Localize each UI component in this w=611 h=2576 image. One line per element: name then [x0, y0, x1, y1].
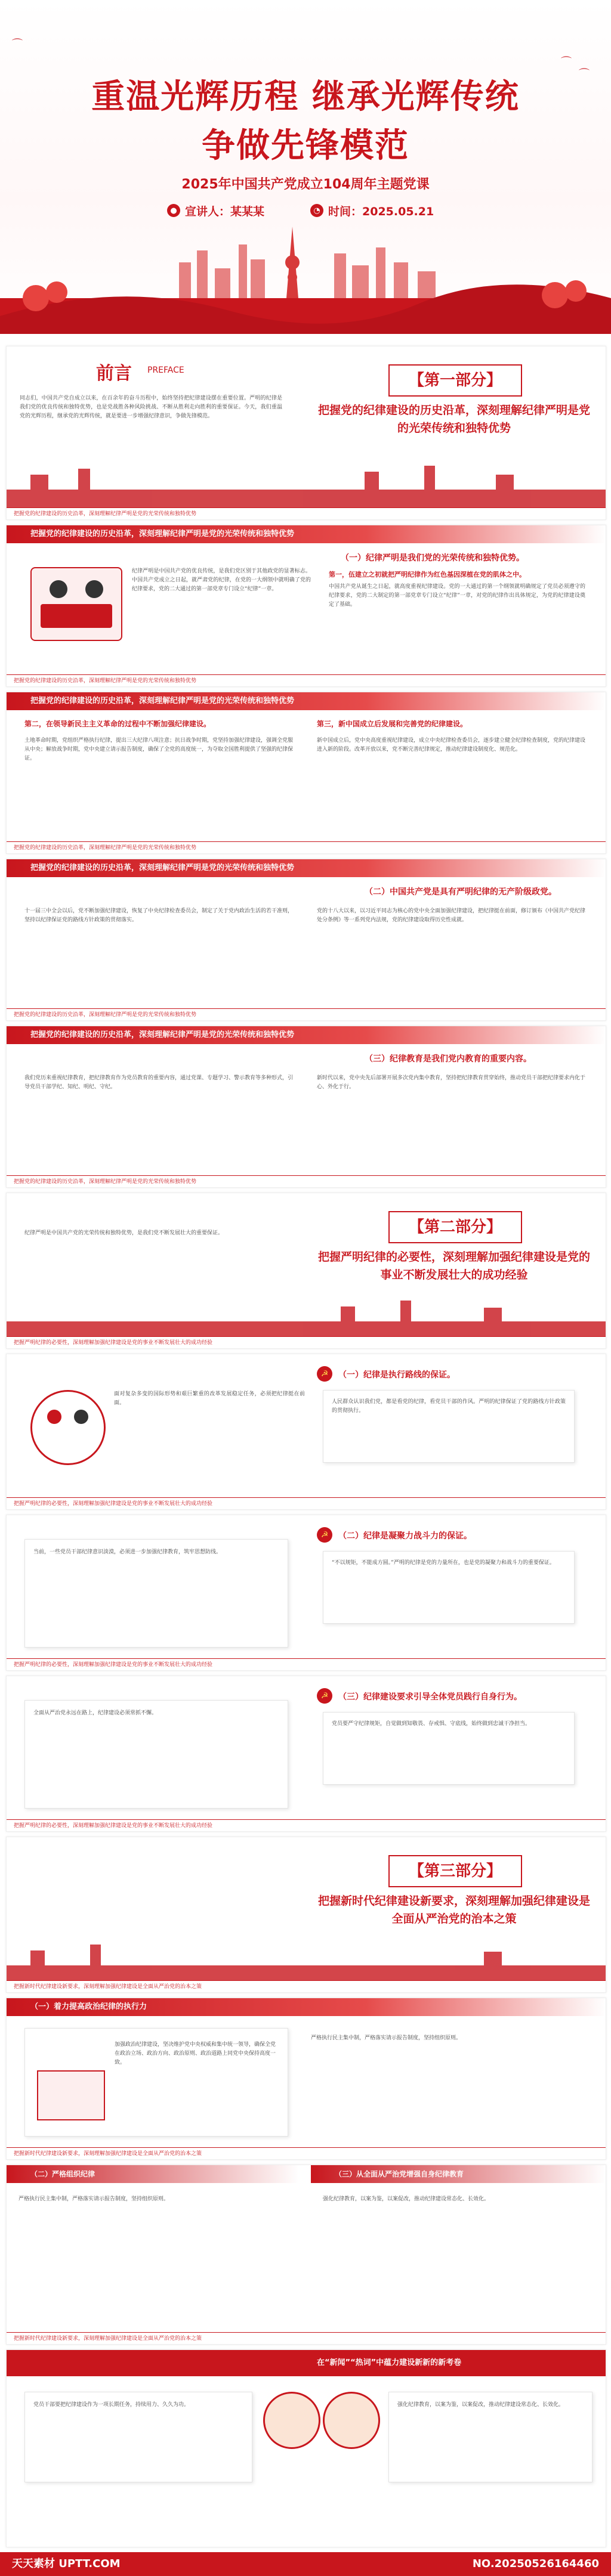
slide-footer: 把握严明纪律的必要性，深刻理解加强纪律建设是党的事业不断发展壮大的成功经验: [7, 1658, 606, 1670]
slide-footer: 把握党的纪律建设的历史沿革，深刻理解纪律严明是党的光荣传统和独特优势: [7, 507, 606, 519]
part2-title: 把握严明纪律的必要性，深刻理解加强纪律建设是党的事业不断发展壮大的成功经验: [317, 1250, 590, 1281]
section1-body: 中国共产党从诞生之日起，就高度重视纪律建设。党的一大通过的第一个纲领就明确规定了党员必须遵守的纪律要求，党的二大制定的第一部党章专门设立“纪律”一章，对党的纪律作出具体规定，为党的纪律建设奠定了基础。: [329, 584, 585, 608]
slide-footer: 把握严明纪律的必要性，深刻理解加强纪律建设是党的事业不断发展壮大的成功经验: [7, 1819, 606, 1831]
part2-card-d: 全面从严治党永远在路上，纪律建设必须常抓不懈。: [33, 1710, 158, 1716]
part2-h1: （一）纪律是执行路线的保证。: [338, 1370, 455, 1380]
section1-sub1: 第一，伍建立之初就把严明纪律作为红色基因深植在党的肌体之中。: [329, 571, 526, 578]
part3-h1: （一）着力提高政治纪律的执行力: [30, 2002, 147, 2011]
text-card: [24, 2392, 252, 2482]
cover-title-line1: 重温光辉历程 继承光辉传统: [91, 78, 520, 116]
cover-subtitle: 2025年中国共产党成立104周年主题党课: [181, 177, 430, 192]
part2-section3-slide: [6, 1676, 606, 1832]
part3-h3-detail: 强化纪律教育，以案为鉴，以案促改，推动纪律建设常态化、长效化。: [397, 2402, 564, 2408]
section4-slide: [6, 1026, 606, 1188]
slide-footer: 把握新时代纪律建设新要求，深刻理解加强纪律建设是全面从严治党的治本之策: [7, 2332, 606, 2344]
part3-h2: （二）严格组织纪律: [30, 2170, 95, 2178]
part3-h3: （三）从全面从严治党增强自身纪律教育: [335, 2170, 464, 2178]
slide-header-bar: 把握党的纪律建设的历史沿革，深刻理解纪律严明是党的光荣传统和独特优势: [7, 525, 606, 543]
slide-header-bar: 把握党的纪律建设的历史沿革，深刻理解纪律严明是党的光荣传统和独特优势: [7, 859, 606, 877]
part2-card-b: 面对复杂多变的国际形势和艰巨繁重的改革发展稳定任务，必须把纪律挺在前面。: [114, 1391, 305, 1406]
slide-header-bar: 把握党的纪律建设的历史沿革，深刻理解纪律严明是党的光荣传统和独特优势: [7, 1026, 606, 1044]
section2-body-right: 新中国成立后，党中央高度重视纪律建设，成立中央纪律检查委员会，逐步建立健全纪律检查制度，党的纪律建设进入新的阶段。改革开放以来，党不断完善纪律规定，推动纪律建设制度化、规范化。: [317, 738, 586, 753]
part2-h2-body: “不以规矩，不能成方圆。”严明的纪律是党的力量所在，也是党的凝聚力和战斗力的重要保证。: [332, 1560, 555, 1566]
part2-slide: [6, 1193, 606, 1349]
cover-section: [0, 0, 611, 334]
slide-footer: 把握严明纪律的必要性，深刻理解加强纪律建设是党的事业不断发展壮大的成功经验: [7, 1497, 606, 1509]
preface-slide: [6, 346, 606, 520]
part3-slide: [6, 1837, 606, 1993]
part1-label: 【第一部分】: [388, 364, 522, 397]
part2-section2-slide: [6, 1515, 606, 1671]
text-card: [388, 2392, 593, 2482]
section4-body-right: 新时代以来，党中央先后部署开展多次党内集中教育，坚持把纪律教育贯穿始终，推动党员干部把纪律要求内化于心、外化于行。: [317, 1075, 586, 1090]
part2-card-c: 当前，一些党员干部纪律意识淡漠，必须进一步加强纪律教育，筑牢思想防线。: [33, 1549, 222, 1555]
meeting-illustration: [30, 567, 122, 641]
part2-label: 【第二部分】: [388, 1211, 522, 1243]
section1-heading: （一）纪律严明是我们党的光荣传统和独特优势。: [341, 553, 524, 563]
watermark-id: NO.20250526164460: [472, 2558, 599, 2570]
part2-h3-body: 党员要严守纪律规矩，自觉做到知敬畏、存戒惧、守底线，始终做到忠诚干净担当。: [332, 1721, 531, 1727]
bird-icon: ⌒: [561, 56, 572, 69]
part3-title: 把握新时代纪律建设新要求，深刻理解加强纪律建设是全面从严治党的治本之策: [317, 1894, 590, 1925]
speaker-info: [167, 202, 264, 219]
part2-card-d-box: [24, 1700, 288, 1809]
section4-heading: （三）纪律教育是我们党内教育的重要内容。: [365, 1054, 532, 1064]
bird-icon: ⌒: [579, 68, 590, 80]
part3-label: 【第三部分】: [388, 1855, 522, 1887]
part3-h3-body: 强化纪律教育，以案为鉴，以案促改，推动纪律建设常态化、长效化。: [323, 2196, 490, 2202]
part2-h2-card: [323, 1551, 575, 1624]
slide-header-bar: 把握党的纪律建设的历史沿革，深刻理解纪律严明是党的光荣传统和独特优势: [7, 692, 606, 710]
section1-quote: 纪律严明是中国共产党的优良传统，是我们党区别于其他政党的显著标志。中国共产党成立之日起，就严肃党的纪律，在党的一大纲领中就明确了党的纪律要求，党的二大通过的第一部党章专门设立“纪律”一章。: [132, 568, 311, 592]
part2-h3: （三）纪律建设要求引导全体党员践行自身行为。: [338, 1692, 522, 1702]
part3-h4: 在“新闻”“热词”中蕴力建设新新的新考卷: [317, 2358, 462, 2367]
document-card: [24, 2028, 288, 2137]
part2-h1-body: 人民群众认识我们党，都是看党的纪律，看党员干部的作风。严明的纪律保证了党的路线方针政策的贯彻执行。: [332, 1399, 566, 1414]
section3-slide: [6, 859, 606, 1021]
slide-footer: 把握党的纪律建设的历史沿革，深刻理解纪律严明是党的光荣传统和独特优势: [7, 1175, 606, 1187]
watermark-bar: [0, 2552, 611, 2576]
part2-section1-slide: [6, 1354, 606, 1510]
slide-footer: 把握党的纪律建设的历史沿革，深刻理解纪律严明是党的光荣传统和独特优势: [7, 674, 606, 686]
part3-section3-slide: [6, 2349, 606, 2547]
slide-footer: 把握新时代纪律建设新要求，深刻理解加强纪律建设是全面从严治党的治本之策: [7, 2147, 606, 2159]
slide-footer: 把握严明纪律的必要性，深刻理解加强纪律建设是党的事业不断发展壮大的成功经验: [7, 1336, 606, 1348]
time-label: 时间：2025.05.21: [328, 205, 434, 218]
slide-header-bar: [7, 1998, 606, 2016]
hands-document-illustration: [37, 2070, 105, 2120]
section3-heading: （二）中国共产党是具有严明纪律的无产阶级政党。: [365, 887, 557, 897]
clock-icon: ◔: [310, 204, 323, 217]
part3-h2-detail: 严格执行民主集中制，严格落实请示报告制度，坚持组织原则。: [18, 2196, 169, 2202]
city-silhouette: [7, 1945, 606, 1980]
part2-card-c-box: [24, 1539, 288, 1648]
slide-footer: 把握党的纪律建设的历史沿革，深刻理解纪律严明是党的光荣传统和独特优势: [7, 1008, 606, 1020]
part2-h3-card: [323, 1712, 575, 1785]
part3-h2-bar: [7, 2165, 299, 2183]
people-icon: [30, 1390, 106, 1465]
time-info: [310, 202, 434, 219]
section2-heading-right: 第三，新中国成立后发展和完善党的纪律建设。: [317, 720, 468, 728]
cover-title-line2: 争做先锋模范: [202, 126, 409, 165]
part3-h1-body: 加强政治纪律建设，坚决维护党中央权威和集中统一领导，确保全党在政治立场、政治方向、政治原则、政治道路上同党中央保持高度一致。: [115, 2042, 276, 2066]
section2-slide: [6, 692, 606, 854]
section4-body-left: 我们党历来重视纪律教育，把纪律教育作为党员教育的重要内容，通过党课、专题学习、警示教育等多种形式，引导党员干部学纪、知纪、明纪、守纪。: [24, 1075, 294, 1090]
part3-h2-body: 严格执行民主集中制，严格落实请示报告制度，坚持组织原则。: [311, 2035, 462, 2041]
party-emblem-icon: ☭: [317, 1688, 332, 1704]
section2-body-left: 土地革命时期，党组织严格执行纪律，提出三大纪律八项注意；抗日战争时期，党坚持加强纪律建设，强调全党服从中央；解放战争时期，党中央建立请示报告制度，确保了全党的高度统一，为夺取全国胜利提供了坚强的纪律保证。: [24, 738, 294, 761]
city-silhouette: [7, 466, 606, 507]
part1-title: 把握党的纪律建设的历史沿革，深刻理解纪律严明是党的光荣传统和独特优势: [317, 404, 590, 435]
party-emblem-icon: ☭: [317, 1527, 332, 1543]
section1-slide: [6, 525, 606, 687]
city-skyline-illustration: [0, 227, 611, 334]
person-icon: ●: [167, 204, 180, 217]
preface-title-en: PREFACE: [147, 366, 184, 375]
party-emblem-icon: ☭: [317, 1366, 332, 1382]
preface-body: 同志们，中国共产党自成立以来，在百余年的奋斗历程中，始终坚持把纪律建设摆在重要位置。严明的纪律是我们党的优良传统和独特优势，也是党战胜各种风险挑战、不断从胜利走向胜利的重要保证。今天，我们重温党的光辉历程，继承党的光辉传统，就是要进一步增强纪律意识，争做先锋模范。: [20, 395, 282, 419]
section3-body-left: 十一届三中全会以后，党不断加强纪律建设，恢复了中央纪律检查委员会，制定了关于党内政治生活的若干准则，坚持以纪律保证党的路线方针政策的贯彻落实。: [24, 908, 294, 923]
part2-h1-card: [323, 1390, 575, 1463]
watermark-site: 天天素材 UPTT.COM: [12, 2558, 121, 2570]
avatar: [263, 2392, 320, 2449]
part3-section2-slide: [6, 2165, 606, 2345]
section2-heading-left: 第二，在领导新民主主义革命的过程中不断加强纪律建设。: [24, 720, 211, 728]
speaker-label: 宣讲人：某某某: [185, 205, 265, 218]
part3-h4-body: 党员干部要把纪律建设作为一项长期任务，持续用力、久久为功。: [33, 2402, 190, 2408]
part3-section1-slide: [6, 1998, 606, 2160]
slide-footer: 把握党的纪律建设的历史沿革，深刻理解纪律严明是党的光荣传统和独特优势: [7, 841, 606, 853]
part3-h4-banner: [7, 2350, 606, 2376]
section3-body-right: 党的十八大以来，以习近平同志为核心的党中央全面加强纪律建设，把纪律挺在前面，修订颁布《中国共产党纪律处分条例》等一系列党内法规，党的纪律建设取得历史性成就。: [317, 908, 586, 923]
avatar: [323, 2392, 380, 2449]
city-silhouette: [7, 1301, 606, 1336]
slide-footer: 把握新时代纪律建设新要求，深刻理解加强纪律建设是全面从严治党的治本之策: [7, 1980, 606, 1992]
part3-h3-bar: [311, 2165, 606, 2183]
preface-title: 前言: [96, 363, 132, 384]
part2-card-a: 纪律严明是中国共产党的光荣传统和独特优势，是我们党不断发展壮大的重要保证。: [24, 1230, 224, 1236]
bird-icon: ⌒: [12, 38, 23, 51]
part2-h2: （二）纪律是凝聚力战斗力的保证。: [338, 1531, 472, 1541]
